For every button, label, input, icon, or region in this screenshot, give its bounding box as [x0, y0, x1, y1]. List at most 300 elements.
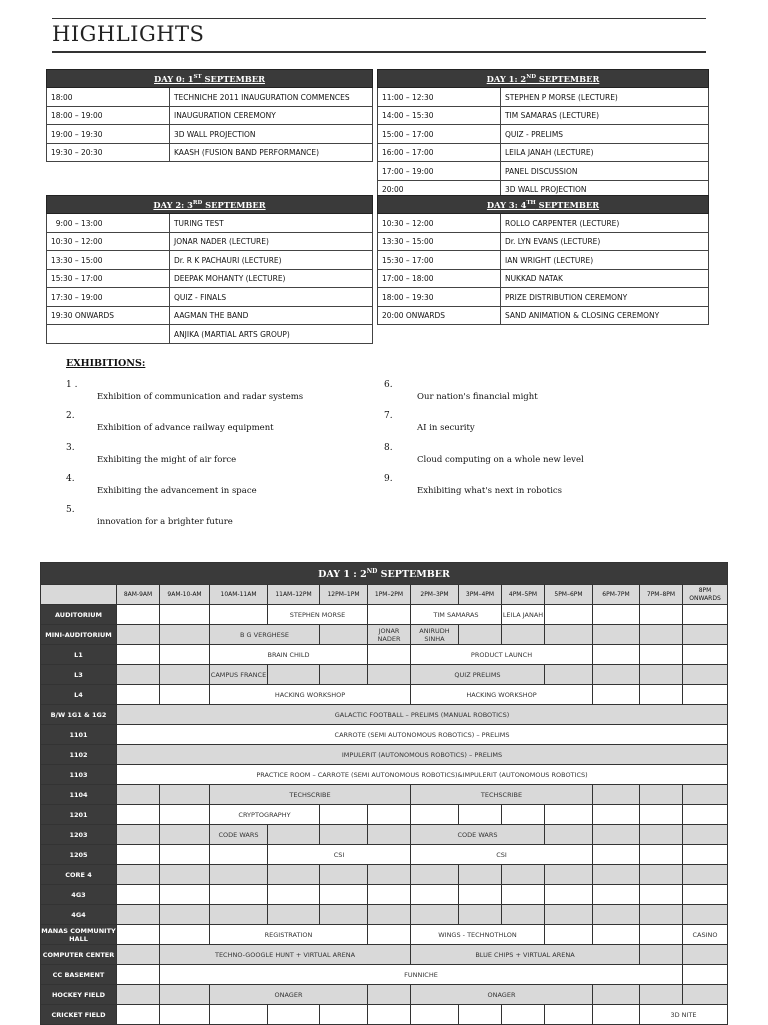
schedule-row [47, 306, 373, 325]
schedule-event: 3D WALL PROJECTION [501, 180, 709, 199]
schedule-row [47, 325, 373, 344]
venue-name: CORE 4 [41, 865, 117, 885]
exhibition-item: innovation for a brighter future [97, 517, 233, 528]
empty-cell [160, 685, 210, 705]
schedule-row [47, 269, 373, 288]
exhibition-number: 7. [384, 411, 393, 422]
schedule-row [378, 306, 709, 325]
empty-cell [117, 605, 160, 625]
empty-cell [160, 625, 210, 645]
event-cell: TECHSCRIBE [210, 785, 411, 805]
empty-cell [640, 625, 683, 645]
schedule-row [378, 251, 709, 270]
empty-cell [683, 645, 728, 665]
venue-name: 1102 [41, 745, 117, 765]
event-cell: PRODUCT LAUNCH [411, 645, 593, 665]
venue-name: 1203 [41, 825, 117, 845]
empty-cell [640, 945, 683, 965]
empty-cell [160, 825, 210, 845]
schedule-row [378, 162, 709, 181]
schedule-event: ROLLO CARPENTER (LECTURE) [501, 214, 709, 233]
schedule-event: LEILA JANAH (LECTURE) [501, 143, 709, 162]
venue-name: HOCKEY FIELD [41, 985, 117, 1005]
schedule-time: 20:00 ONWARDS [378, 306, 501, 325]
event-cell: 3D NITE [640, 1005, 728, 1025]
exhibition-number: 6. [384, 380, 393, 390]
venue-row [41, 685, 728, 705]
empty-cell [160, 805, 210, 825]
empty-cell [545, 805, 593, 825]
event-cell: REGISTRATION [210, 925, 368, 945]
event-cell: GALACTIC FOOTBALL – PRELIMS (MANUAL ROBOTICS) [117, 705, 728, 725]
schedule-time: 16:00 – 17:00 [378, 143, 501, 162]
venue-name: 1104 [41, 785, 117, 805]
empty-cell [117, 645, 160, 665]
empty-cell [117, 905, 160, 925]
empty-cell [640, 865, 683, 885]
event-cell: TIM SAMARAS [411, 605, 502, 625]
day2-schedule-table [46, 195, 373, 344]
event-cell: QUIZ PRELIMS [411, 665, 545, 685]
empty-cell [117, 825, 160, 845]
schedule-row [378, 88, 709, 107]
venue-row [41, 885, 728, 905]
event-cell: LEILA JANAH [502, 605, 545, 625]
venue-row [41, 865, 728, 885]
exhibition-item: AI in security [417, 423, 475, 434]
heading-pre: DAY 3: 4 [486, 199, 527, 210]
venue-name: 1101 [41, 725, 117, 745]
empty-cell [320, 805, 368, 825]
schedule-event: KAASH (FUSION BAND PERFORMANCE) [170, 143, 373, 162]
event-cell: BLUE CHIPS + VIRTUAL ARENA [411, 945, 640, 965]
empty-cell [502, 865, 545, 885]
empty-cell [683, 965, 728, 985]
empty-cell [210, 605, 268, 625]
schedule-event: QUIZ - PRELIMS [501, 125, 709, 144]
event-cell: IMPULERIT (AUTONOMOUS ROBOTICS) – PRELIMS [117, 745, 728, 765]
empty-cell [117, 805, 160, 825]
day1-schedule-table [377, 69, 709, 199]
empty-cell [117, 785, 160, 805]
empty-cell [268, 905, 320, 925]
empty-cell [545, 605, 593, 625]
empty-cell [593, 845, 640, 865]
empty-cell [411, 885, 459, 905]
event-cell: PRACTICE ROOM – CARROTE (SEMI AUTONOMOUS ROBOTICS)&IMPULERIT (AUTONOMOUS ROBOTICS) [117, 765, 728, 785]
heading-sup: ST [193, 73, 202, 80]
venue-name: 4G3 [41, 885, 117, 905]
event-cell: CARROTE (SEMI AUTONOMOUS ROBOTICS) – PRELIMS [117, 725, 728, 745]
venue-row [41, 1005, 728, 1025]
event-cell: HACKING WORKSHOP [210, 685, 411, 705]
venue-row [41, 745, 728, 765]
venue-row [41, 945, 728, 965]
schedule-event: TURING TEST [170, 214, 373, 233]
empty-cell [368, 905, 411, 925]
event-cell: B G VERGHESE [210, 625, 320, 645]
exhibition-item: Exhibiting what's next in robotics [417, 485, 563, 496]
schedule-time: 17:00 – 18:00 [378, 269, 501, 288]
schedule-row [378, 269, 709, 288]
schedule-row [47, 214, 373, 233]
empty-cell [268, 885, 320, 905]
empty-cell [368, 985, 411, 1005]
venue-name: AUDITORIUM [41, 605, 117, 625]
empty-cell [683, 605, 728, 625]
event-cell: ONAGER [411, 985, 593, 1005]
venue-row [41, 725, 728, 745]
schedule-row [47, 232, 373, 251]
schedule-event: DEEPAK MOHANTY (LECTURE) [170, 269, 373, 288]
event-cell: TECHNO-GOOGLE HUNT + VIRTUAL ARENA [160, 945, 411, 965]
empty-cell [459, 805, 502, 825]
empty-cell [268, 825, 320, 845]
empty-cell [593, 905, 640, 925]
empty-cell [593, 925, 640, 945]
schedule-event: Dr. R K PACHAURI (LECTURE) [170, 251, 373, 270]
empty-cell [320, 865, 368, 885]
empty-cell [320, 905, 368, 925]
heading-post: SEPTEMBER [535, 73, 600, 84]
venue-name: 1103 [41, 765, 117, 785]
venue-row [41, 785, 728, 805]
empty-cell [640, 885, 683, 905]
schedule-event: STEPHEN P MORSE (LECTURE) [501, 88, 709, 107]
heading-post: SEPTEMBER [201, 73, 265, 84]
schedule-row [47, 88, 373, 107]
schedule-time: 19:30 – 20:30 [47, 143, 170, 162]
time-slot-header: 12PM–1PM [320, 585, 368, 605]
empty-cell [640, 985, 683, 1005]
empty-cell [368, 925, 411, 945]
empty-cell [320, 825, 368, 845]
heading-pre: DAY 1: 2 [486, 73, 527, 84]
grid-heading [41, 563, 728, 585]
schedule-row [378, 125, 709, 144]
empty-cell [502, 625, 545, 645]
empty-cell [545, 665, 593, 685]
empty-cell [160, 985, 210, 1005]
empty-cell [210, 905, 268, 925]
exhibition-number: 2. [66, 411, 75, 422]
schedule-event: JONAR NADER (LECTURE) [170, 232, 373, 251]
schedule-time: 9:00 – 13:00 [47, 214, 170, 233]
empty-cell [160, 905, 210, 925]
empty-cell [593, 605, 640, 625]
venue-name: 1201 [41, 805, 117, 825]
event-cell: STEPHEN MORSE [268, 605, 368, 625]
empty-cell [117, 1005, 160, 1025]
empty-cell [502, 905, 545, 925]
schedule-time: 20:00 [378, 180, 501, 199]
empty-cell [459, 625, 502, 645]
event-cell: ANIRUDH SINHA [411, 625, 459, 645]
empty-cell [545, 865, 593, 885]
venue-name: B/W 1G1 & 1G2 [41, 705, 117, 725]
schedule-time [47, 325, 170, 344]
event-cell: CASINO [683, 925, 728, 945]
schedule-event: PRIZE DISTRIBUTION CEREMONY [501, 288, 709, 307]
venue-name: L1 [41, 645, 117, 665]
exhibition-number: 9. [384, 473, 393, 484]
time-slot-header: 8AM-9AM [117, 585, 160, 605]
venue-name: CRICKET FIELD [41, 1005, 117, 1025]
empty-cell [368, 825, 411, 845]
empty-cell [683, 905, 728, 925]
empty-cell [160, 845, 210, 865]
day3-heading [378, 196, 709, 214]
empty-cell [160, 665, 210, 685]
empty-cell [210, 845, 268, 865]
venue-name: MINI-AUDITORIUM [41, 625, 117, 645]
venue-name: MANAS COMMUNITY HALL [41, 926, 116, 943]
schedule-row [47, 143, 373, 162]
empty-cell [593, 885, 640, 905]
schedule-event: SAND ANIMATION & CLOSING CEREMONY [501, 306, 709, 325]
exhibition-item: Exhibition of communication and radar systems [97, 392, 304, 402]
day3-schedule-table [377, 195, 709, 325]
time-slot-header: 1PM–2PM [368, 585, 411, 605]
schedule-time: 19:30 ONWARDS [47, 306, 170, 325]
event-cell: CODE WARS [411, 825, 545, 845]
event-cell: TECHSCRIBE [411, 785, 593, 805]
empty-cell [640, 685, 683, 705]
schedule-event: 3D WALL PROJECTION [170, 125, 373, 144]
schedule-time: 14:00 – 15:30 [378, 106, 501, 125]
empty-cell [683, 685, 728, 705]
heading-pre: DAY 2: 3 [153, 199, 193, 210]
day0-heading [47, 70, 373, 88]
time-slot-header: 9AM-10-AM [160, 585, 210, 605]
empty-cell [160, 925, 210, 945]
empty-cell [160, 865, 210, 885]
empty-cell [320, 665, 368, 685]
schedule-time: 17:30 – 19:00 [47, 288, 170, 307]
empty-cell [640, 805, 683, 825]
schedule-event: TECHNICHE 2011 INAUGURATION COMMENCES [170, 88, 373, 107]
day2-heading [47, 196, 373, 214]
exhibition-number: 5. [66, 505, 75, 516]
empty-cell [545, 1005, 593, 1025]
schedule-time: 13:30 – 15:00 [378, 232, 501, 251]
schedule-event: TIM SAMARAS (LECTURE) [501, 106, 709, 125]
empty-cell [411, 805, 459, 825]
schedule-row [378, 288, 709, 307]
empty-cell [459, 885, 502, 905]
schedule-event: ANJIKA (MARTIAL ARTS GROUP) [170, 325, 373, 344]
empty-cell [368, 645, 411, 665]
schedule-time: 15:30 – 17:00 [47, 269, 170, 288]
top-rule [52, 18, 706, 19]
event-cell: FUNNICHE [160, 965, 683, 985]
empty-cell [593, 645, 640, 665]
empty-cell [593, 665, 640, 685]
empty-cell [502, 885, 545, 905]
day0-schedule-table [46, 69, 373, 162]
venue-name: COMPUTER CENTER [41, 945, 117, 965]
schedule-time: 17:00 – 19:00 [378, 162, 501, 181]
day1-venue-grid [40, 562, 728, 1025]
schedule-time: 19:00 – 19:30 [47, 125, 170, 144]
grid-corner [41, 585, 117, 605]
heading-post: SEPTEMBER [377, 569, 450, 581]
empty-cell [117, 865, 160, 885]
empty-cell [368, 605, 411, 625]
empty-cell [640, 925, 683, 945]
venue-row [41, 765, 728, 785]
schedule-event: Dr. LYN EVANS (LECTURE) [501, 232, 709, 251]
empty-cell [117, 665, 160, 685]
empty-cell [640, 905, 683, 925]
empty-cell [593, 685, 640, 705]
time-slot-header: 4PM–5PM [502, 585, 545, 605]
schedule-time: 10:30 – 12:00 [378, 214, 501, 233]
empty-cell [593, 805, 640, 825]
schedule-event: IAN WRIGHT (LECTURE) [501, 251, 709, 270]
time-slot-header: 3PM–4PM [459, 585, 502, 605]
empty-cell [117, 625, 160, 645]
empty-cell [683, 785, 728, 805]
venue-name: L3 [41, 665, 117, 685]
venue-row [41, 905, 728, 925]
title-underline [52, 51, 706, 53]
schedule-row [378, 106, 709, 125]
event-cell: CSI [411, 845, 593, 865]
exhibition-number: 8. [384, 442, 393, 453]
venue-row [41, 825, 728, 845]
empty-cell [268, 1005, 320, 1025]
empty-cell [320, 1005, 368, 1025]
venue-row [41, 625, 728, 645]
time-slot-header: 8PM ONWARDS [683, 585, 728, 605]
empty-cell [459, 905, 502, 925]
page-title: HIGHLIGHTS [52, 22, 205, 46]
empty-cell [117, 965, 160, 985]
empty-cell [545, 625, 593, 645]
schedule-event: NUKKAD NATAK [501, 269, 709, 288]
exhibitions-title: EXHIBITIONS: [66, 358, 146, 369]
heading-pre: DAY 0: 1 [154, 73, 194, 84]
empty-cell [593, 785, 640, 805]
empty-cell [210, 885, 268, 905]
venue-row [41, 925, 728, 945]
schedule-event: PANEL DISCUSSION [501, 162, 709, 181]
event-cell: BRAIN CHILD [210, 645, 368, 665]
empty-cell [502, 1005, 545, 1025]
empty-cell [593, 1005, 640, 1025]
empty-cell [117, 845, 160, 865]
empty-cell [640, 605, 683, 625]
heading-sup: TH [526, 199, 536, 206]
venue-name: CC BASEMENT [41, 965, 117, 985]
empty-cell [411, 865, 459, 885]
schedule-time: 18:00 [47, 88, 170, 107]
schedule-time: 11:00 – 12:30 [378, 88, 501, 107]
exhibition-item: Exhibiting the might of air force [97, 454, 237, 465]
event-cell: CAMPUS FRANCE [210, 665, 268, 685]
empty-cell [683, 805, 728, 825]
venue-name: 1205 [41, 845, 117, 865]
empty-cell [160, 645, 210, 665]
schedule-time: 15:00 – 17:00 [378, 125, 501, 144]
empty-cell [117, 885, 160, 905]
schedule-event: INAUGURATION CEREMONY [170, 106, 373, 125]
heading-sup: ND [526, 73, 536, 80]
event-cell: CSI [268, 845, 411, 865]
empty-cell [640, 845, 683, 865]
exhibition-item: Our nation's financial might [417, 392, 538, 402]
event-cell: HACKING WORKSHOP [411, 685, 593, 705]
venue-row [41, 985, 728, 1005]
schedule-time: 18:00 – 19:00 [47, 106, 170, 125]
venue-name: L4 [41, 685, 117, 705]
heading-post: SEPTEMBER [535, 199, 600, 210]
schedule-time: 13:30 – 15:00 [47, 251, 170, 270]
venue-row [41, 805, 728, 825]
empty-cell [210, 865, 268, 885]
exhibition-number: 3. [66, 442, 75, 453]
schedule-row [47, 251, 373, 270]
empty-cell [210, 1005, 268, 1025]
empty-cell [368, 805, 411, 825]
venue-row [41, 965, 728, 985]
event-cell: ONAGER [210, 985, 368, 1005]
time-slot-header: 2PM–3PM [411, 585, 459, 605]
empty-cell [368, 1005, 411, 1025]
empty-cell [502, 805, 545, 825]
exhibition-number: 4. [66, 473, 75, 484]
empty-cell [320, 885, 368, 905]
heading-sup: RD [192, 199, 203, 206]
schedule-row [378, 232, 709, 251]
empty-cell [368, 665, 411, 685]
empty-cell [459, 865, 502, 885]
empty-cell [268, 865, 320, 885]
empty-cell [593, 825, 640, 845]
empty-cell [545, 885, 593, 905]
event-cell: CRYPTOGRAPHY [210, 805, 320, 825]
empty-cell [683, 865, 728, 885]
time-slot-header: 11AM–12PM [268, 585, 320, 605]
empty-cell [160, 885, 210, 905]
event-cell: WINGS - TECHNOTHLON [411, 925, 545, 945]
schedule-event: AAGMAN THE BAND [170, 306, 373, 325]
schedule-row [378, 143, 709, 162]
day1-heading [378, 70, 709, 88]
heading-pre: DAY 1 : 2 [318, 569, 367, 581]
empty-cell [683, 845, 728, 865]
venue-row [41, 665, 728, 685]
empty-cell [593, 985, 640, 1005]
empty-cell [593, 865, 640, 885]
empty-cell [593, 625, 640, 645]
empty-cell [368, 885, 411, 905]
empty-cell [160, 1005, 210, 1025]
empty-cell [545, 925, 593, 945]
empty-cell [368, 865, 411, 885]
empty-cell [117, 985, 160, 1005]
empty-cell [683, 985, 728, 1005]
empty-cell [683, 625, 728, 645]
empty-cell [268, 665, 320, 685]
schedule-time: 18:00 – 19:30 [378, 288, 501, 307]
time-slot-header: 7PM–8PM [640, 585, 683, 605]
empty-cell [683, 665, 728, 685]
empty-cell [117, 925, 160, 945]
exhibition-item: Exhibiting the advancement in space [97, 485, 257, 496]
empty-cell [640, 825, 683, 845]
